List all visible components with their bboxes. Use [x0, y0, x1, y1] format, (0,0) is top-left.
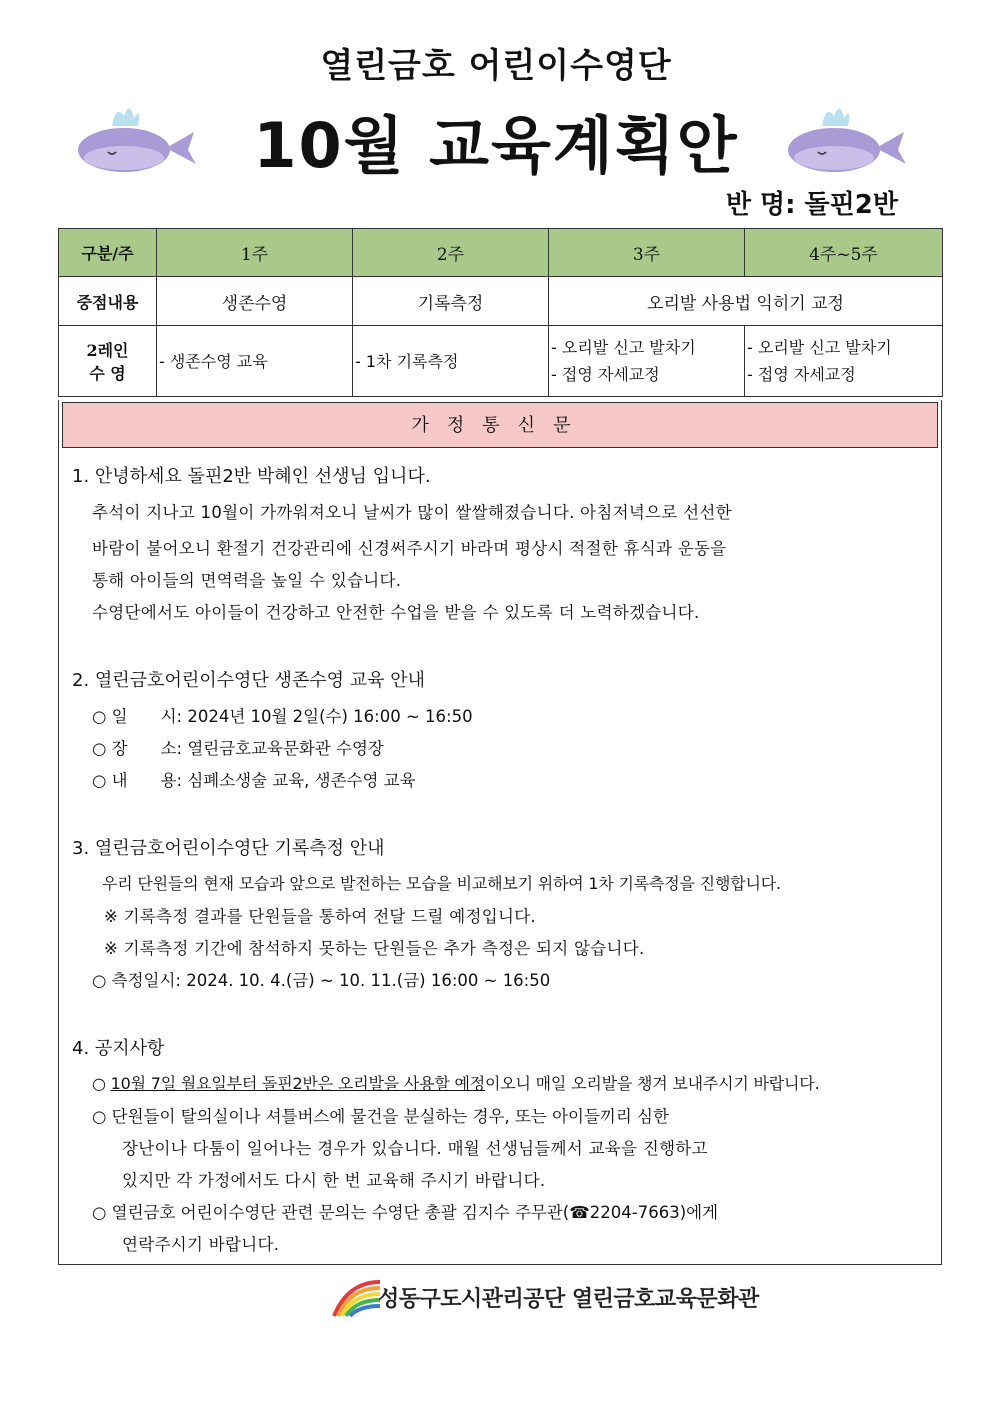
- lane-line: - 1차 기록측정: [355, 351, 459, 371]
- paragraph-line: 수영단에서도 아이들이 건강하고 안전한 수업을 받을 수 있도록 더 노력하겠습니다.: [92, 603, 700, 622]
- paragraph-line: 바람이 불어오니 환절기 건강관리에 신경써주시기 바라며 평상시 적절한 휴식과 운동을: [92, 539, 727, 558]
- header-cell: 2주: [353, 229, 549, 277]
- lane-cell: [157, 326, 353, 397]
- bullet-mark: ○: [92, 1074, 106, 1093]
- lane-cell: [549, 326, 745, 397]
- row-label-line: 수 영: [89, 364, 126, 383]
- info-item: ○ 일 시: 2024년 10월 2일(수) 16:00 ~ 16:50: [92, 707, 473, 726]
- section-title: 3. 열린금호어린이수영단 기록측정 안내: [72, 838, 385, 859]
- focus-cell: 생존수영: [157, 277, 353, 326]
- section-title: 1. 안녕하세요 돌핀2반 박혜인 선생님 입니다.: [72, 466, 431, 487]
- plan-table: [58, 228, 943, 397]
- notice-line: 있지만 각 가정에서도 다시 한 번 교육해 주시기 바랍니다.: [122, 1171, 546, 1190]
- notice-text: 이오니 매일 오리발을 챙겨 보내주시기 바랍니다.: [485, 1074, 820, 1093]
- notice-line: 장난이나 다툼이 일어나는 경우가 있습니다. 매월 선생님들께서 교육을 진행하고: [122, 1139, 708, 1158]
- lane-line: - 접영 자세교정: [551, 365, 660, 384]
- header-cell: 4주~5주: [745, 229, 943, 277]
- info-item: ○ 내 용: 심폐소생술 교육, 생존수영 교육: [92, 771, 416, 790]
- main-title: 10월 교육계획안: [253, 109, 739, 182]
- paragraph-line: 우리 단원들의 현재 모습과 앞으로 발전하는 모습을 비교해보기 위하여 1차 기록측정을 진행합니다.: [102, 874, 781, 893]
- lane-line: - 생존수영 교육: [159, 351, 268, 371]
- notice-item: ○ 열린금호 어린이수영단 관련 문의는 수영단 총괄 김지수 주무관(☎2204-7663)에게: [92, 1203, 719, 1222]
- header-cell: 구분/주: [59, 229, 157, 277]
- row-label: 중점내용: [59, 277, 157, 326]
- focus-cell: 기록측정: [353, 277, 549, 326]
- paragraph-line: 추석이 지나고 10월이 가까워져오니 날씨가 많이 쌀쌀해졌습니다. 아침저녁으로 선선한: [92, 503, 732, 522]
- header-cell: 1주: [157, 229, 353, 277]
- lane-line: - 오리발 신고 발차기: [551, 338, 696, 357]
- row-label-line: 2레인: [86, 341, 129, 360]
- note-line: ※ 기록측정 결과를 단원들을 통하여 전달 드릴 예정입니다.: [104, 907, 536, 926]
- org-title: 열린금호 어린이수영단: [320, 46, 672, 86]
- footer-org-name: 성동구도시관리공단 열린금호교육문화관: [378, 1287, 759, 1312]
- header-cell: 3주: [549, 229, 745, 277]
- lane-cell: [353, 326, 549, 397]
- lane-line: - 오리발 신고 발차기: [747, 338, 892, 357]
- table-row: [59, 277, 943, 326]
- notice-item: [92, 1071, 819, 1094]
- info-item: ○ 측정일시: 2024. 10. 4.(금) ~ 10. 11.(금) 16:00 ~ 16:50: [92, 971, 551, 990]
- lane-line: - 접영 자세교정: [747, 365, 856, 384]
- table-row: [59, 326, 943, 397]
- underlined-text: 10월 7일 월요일부터 돌핀2반은 오리발을 사용할 예정: [110, 1074, 486, 1093]
- focus-cell: 오리발 사용법 익히기 교정: [549, 277, 943, 326]
- notice-item: ○ 단원들이 탈의실이나 셔틀버스에 물건을 분실하는 경우, 또는 아이들끼리 심한: [92, 1107, 669, 1126]
- row-label: [59, 326, 157, 397]
- class-name-label: 반 명: 돌핀2반: [725, 190, 898, 220]
- notice-header: 가정통신문: [62, 402, 938, 448]
- table-header-row: [59, 229, 943, 277]
- notice-line: 연락주시기 바랍니다.: [122, 1235, 280, 1254]
- note-line: ※ 기록측정 기간에 참석하지 못하는 단원들은 추가 측정은 되지 않습니다.: [104, 939, 645, 958]
- section-title: 2. 열린금호어린이수영단 생존수영 교육 안내: [72, 670, 426, 691]
- paragraph-line: 통해 아이들의 면역력을 높일 수 있습니다.: [92, 571, 402, 590]
- section-title: 4. 공지사항: [72, 1038, 165, 1059]
- info-item: ○ 장 소: 열린금호교육문화관 수영장: [92, 739, 384, 758]
- lane-cell: [745, 326, 943, 397]
